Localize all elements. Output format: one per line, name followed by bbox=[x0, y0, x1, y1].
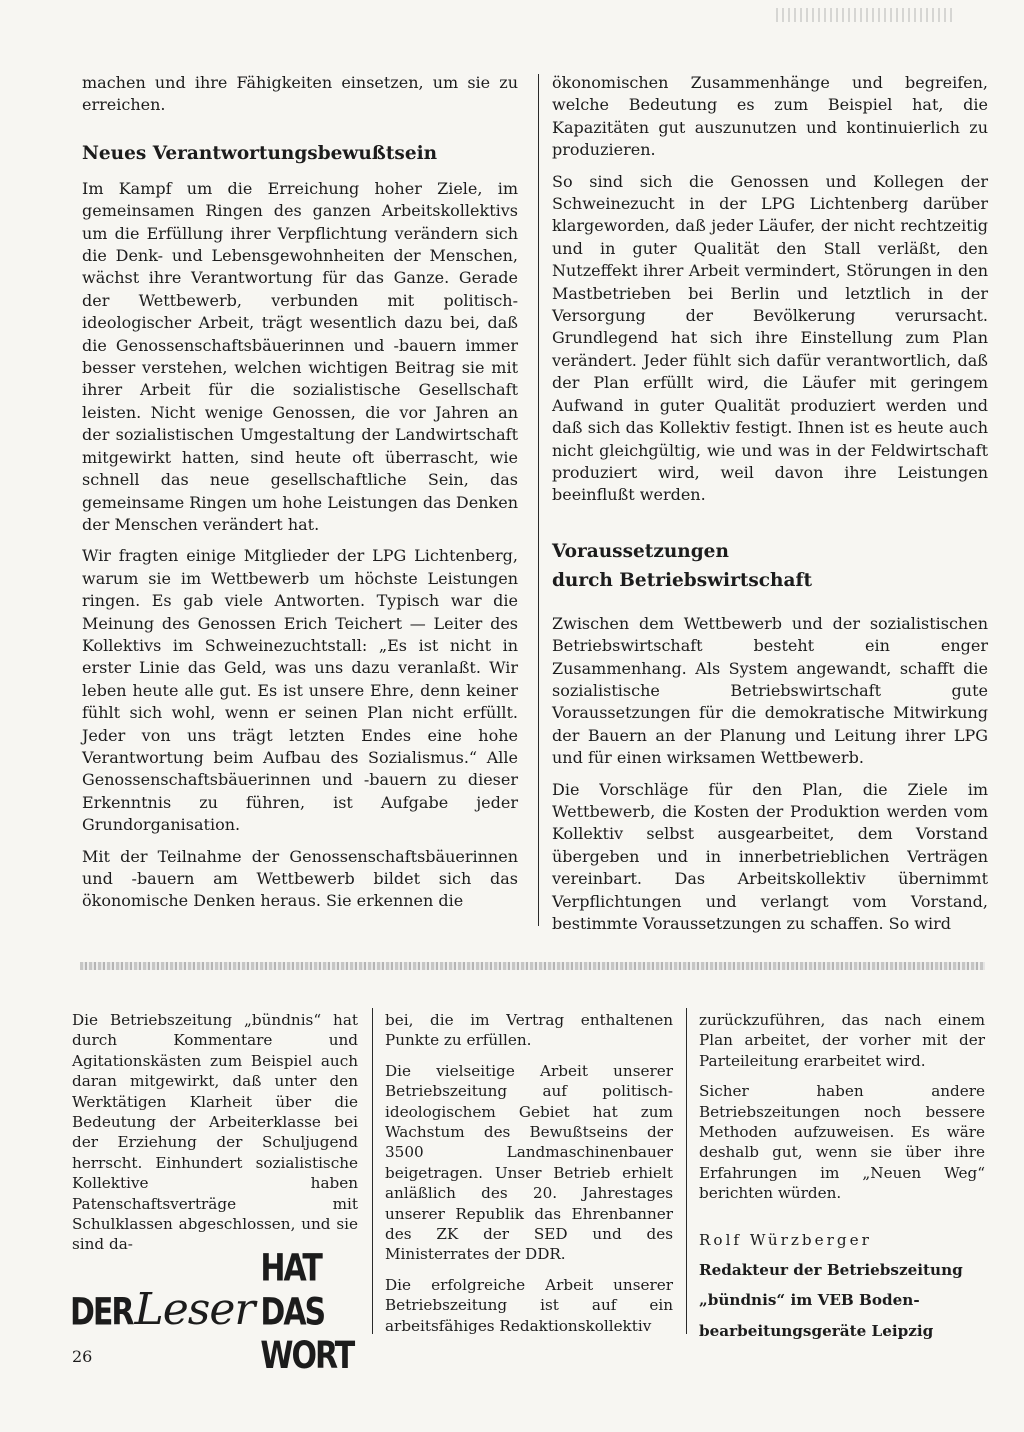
column-divider bbox=[538, 74, 539, 926]
letter-paragraph: bei, die im Vertrag enthaltenen Punkte zu erfüllen. bbox=[385, 1011, 673, 1050]
letter-paragraph: Sicher haben andere Betriebszeitungen noch bessere Methoden aufzuweisen. Es wäre deshalb gut, wenn sie über ihre Erfahrungen im „Neuen Weg“ berichten würden. bbox=[699, 1082, 985, 1203]
intro-paragraph: machen und ihre Fähigkeiten einsetzen, um sie zu erreichen. bbox=[82, 73, 518, 115]
author-role: „bündnis“ im VEB Boden- bbox=[699, 1291, 920, 1310]
letter-paragraph: Die Betriebszeitung „bündnis“ hat durch Kommentare und Agitationskästen zum Beispiel auch daran mitgewirkt, daß unter den Werktätigen Klarheit über die Bedeutung der Arbeiterklasse bei der Erziehung der Schuljugend herrscht. Einhundert sozialistische Kollektive haben Patenschaftsverträge mit Schulklassen abgeschlossen, und sie sind da- bbox=[72, 1011, 358, 1254]
letter-paragraph: Die vielseitige Arbeit unserer Betriebszeitung auf politisch-ideologischem Gebiet hat zum Wachstum des Bewußtseins der 3500 Landmaschinenbauer beigetragen. Unser Betrieb erhielt anläßlich des 20. Jahrestages unserer Republik das Ehrenbanner des ZK der SED und des Ministerrates der DDR. bbox=[385, 1061, 673, 1264]
body-paragraph: Die Vorschläge für den Plan, die Ziele im Wettbewerb, die Kosten der Produktion werden vom Kollektiv selbst ausgearbeitet, dem Vorstand übergeben und in innerbetrieblichen Verträgen vereinbart. Das Arbeitskollektiv übernimmt Verpflichtungen und verlangt vom Vorstand, bestimmte Voraussetzungen zu schaffen. So wird bbox=[552, 779, 988, 933]
body-paragraph: Im Kampf um die Erreichung hoher Ziele, im gemeinsamen Ringen des ganzen Arbeitskollektivs um die Erfüllung ihrer Verpflichtung verändern sich die Denk- und Lebensgewohnheiten der Menschen, wächst ihre Verantwortung für das Ganze. Gerade der Wettbewerb, verbunden mit politisch-ideologischer Arbeit, trägt wesentlich dazu bei, daß die Genossenschaftsbäuerinnen und -bauern immer besser verstehen, welchen wichtigen Beitrag sie mit ihrer Arbeit für die sozialistische Gesellschaft leisten. Nicht wenige Genossen, die vor Jahren an der sozialistischen Umgestaltung der Landwirtschaft mitgewirkt hatten, sind heute oft überrascht, wie schnell das neue gesellschaftliche Sein, das gemeinsame Ringen um hohe Leistungen das Denken der Menschen verändert hat. bbox=[82, 178, 518, 534]
banner-script-word: Leser bbox=[134, 1283, 255, 1335]
column-divider bbox=[686, 1008, 687, 1334]
signature-block bbox=[699, 1230, 985, 1342]
body-paragraph: Wir fragten einige Mitglieder der LPG Lichtenberg, warum sie im Wettbewerb um höchste Leistungen ringen. Es gab viele Antworten. Typisch war die Meinung des Genossen Erich Teichert — Leiter des Kollektivs im Schweinezuchtstall: „Es ist nicht in erster Linie das Geld, was uns dazu veranlaßt. Wir leben heute alle gut. Es ist unsere Ehre, denn keiner fühlt sich wohl, wenn er seinen Plan nicht erfüllt. Jeder von uns trägt letzten Endes eine hohe Verantwortung beim Aufbau des Sozialismus.“ Alle Genossenschaftsbäuerinnen und -bauern zu dieser Erkenntnis zu führen, ist Aufgabe jeder Grundorganisation. bbox=[82, 546, 518, 835]
letter-column-1 bbox=[72, 1010, 358, 1265]
page-number: 26 bbox=[72, 1347, 93, 1366]
scan-artifact bbox=[776, 8, 952, 22]
banner-word: DER bbox=[70, 1290, 133, 1334]
section-heading-voraussetzungen bbox=[552, 537, 988, 595]
heading-line: Voraussetzungen bbox=[552, 540, 729, 562]
author-name: Rolf Würzberger bbox=[699, 1230, 872, 1249]
letter-paragraph: Die erfolgreiche Arbeit unserer Betriebszeitung ist auf ein arbeitsfähiges Redaktionskollektiv bbox=[385, 1275, 673, 1335]
body-paragraph: Zwischen dem Wettbewerb und der sozialistischen Betriebswirtschaft besteht ein enger Zusammenhang. Als System angewandt, schafft die sozialistische Betriebswirtschaft gute Voraussetzungen für die demokratische Mitwirkung der Bauern an der Planung und Leitung ihrer LPG und für einen wirksamen Wettbewerb. bbox=[552, 613, 988, 768]
body-paragraph: Mit der Teilnahme der Genossenschaftsbäuerinnen und -bauern am Wettbewerb bildet sich das ökonomische Denken heraus. Sie erkennen die bbox=[82, 846, 518, 911]
letter-column-3 bbox=[699, 1010, 985, 1351]
body-paragraph: ökonomischen Zusammenhänge und begreifen, welche Bedeutung es zum Beispiel hat, die Kapazitäten gut auszunutzen und kontinuierlich zu produzieren. bbox=[552, 73, 988, 160]
letter-column-2 bbox=[385, 1010, 673, 1346]
letter-paragraph: zurückzuführen, das nach einem Plan arbeitet, der vorher mit der Parteileitung erarbeitet wird. bbox=[699, 1011, 985, 1070]
banner-word: HAT DAS WORT bbox=[260, 1246, 354, 1378]
section-separator-band bbox=[80, 962, 985, 970]
left-column bbox=[82, 72, 518, 922]
right-column bbox=[552, 72, 988, 944]
section-heading-verantwortung: Neues Verantwortungsbewußtsein bbox=[82, 142, 438, 164]
column-divider bbox=[372, 1008, 373, 1334]
body-paragraph: So sind sich die Genossen und Kollegen der Schweinezucht in der LPG Lichtenberg darüber klargeworden, daß jeder Läufer, der nicht rechtzeitig und in guter Qualität den Stall verläßt, den Nutzeffekt ihrer Arbeit vermindert, Störungen in den Mastbetrieben bei Berlin und letztlich in der Versorgung der Bevölkerung verursacht. Grundlegend hat sich ihre Einstellung zum Plan verändert. Jeder fühlt sich dafür verantwortlich, daß der Plan erfüllt wird, die Läufer mit geringem Aufwand in guter Qualität produziert werden und daß sich das Kollektiv festigt. Ihnen ist es heute auch nicht gleichgültig, wie und was in der Feldwirtschaft produziert wird, weil davon ihre Leistungen beeinflußt werden. bbox=[552, 171, 988, 505]
heading-line: durch Betriebswirtschaft bbox=[552, 569, 813, 591]
author-role: bearbeitungsgeräte Leipzig bbox=[699, 1321, 934, 1340]
author-role: Redakteur der Betriebszeitung bbox=[699, 1261, 963, 1280]
